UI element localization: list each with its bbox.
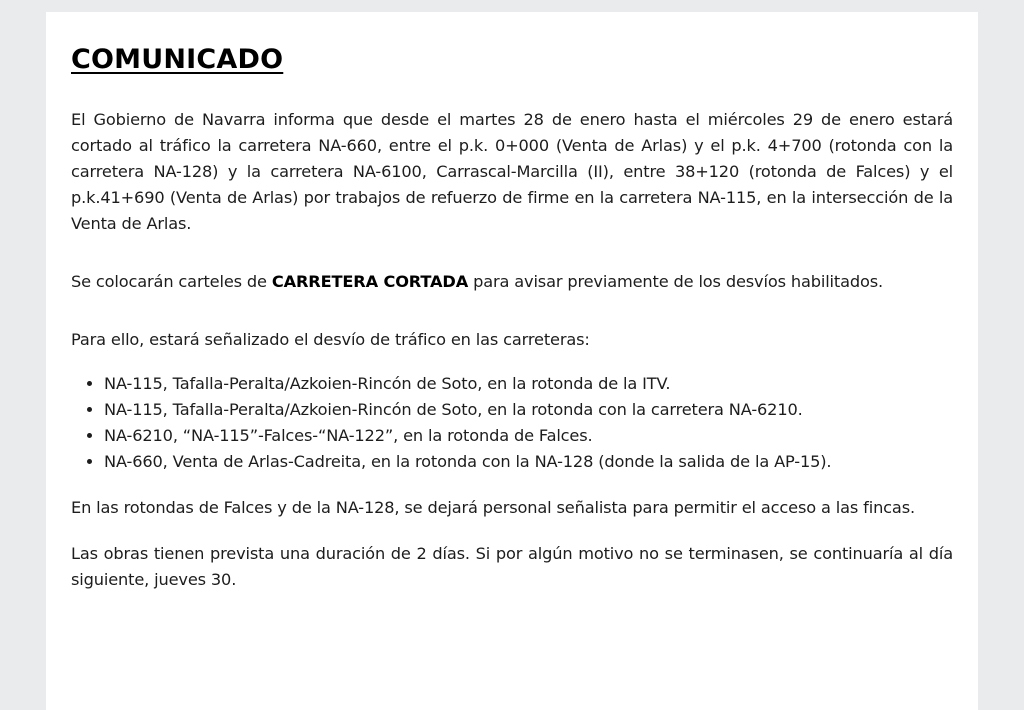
list-item: • NA-115, Tafalla-Peralta/Azkoien-Rincón de Soto, en la rotonda con la carretera NA-6210.: [104, 397, 953, 423]
paragraph-signage: [71, 269, 953, 295]
document-title: COMUNICADO: [71, 44, 284, 75]
paragraph-duration: Las obras tienen prevista una duración de 2 días. Si por algún motivo no se terminasen, se continuaría al día siguiente, jueves 30.: [71, 544, 953, 589]
list-item: • NA-115, Tafalla-Peralta/Azkoien-Rincón de Soto, en la rotonda de la ITV.: [104, 371, 953, 397]
paragraph-detour-intro: Para ello, estará señalizado el desvío de tráfico en las carreteras:: [71, 330, 590, 349]
list-item: • NA-6210, “NA-115”-Falces-“NA-122”, en la rotonda de Falces.: [104, 423, 953, 449]
paragraph-flaggers: En las rotondas de Falces y de la NA-128, se dejará personal señalista para permitir el acceso a las fincas.: [71, 498, 915, 517]
paragraph-signage-start: Se colocarán carteles de: [71, 272, 272, 291]
paragraph-road-closure: El Gobierno de Navarra informa que desde el martes 28 de enero hasta el miércoles 29 de enero estará cortado al tráfico la carretera NA-660, entre el p.k. 0+000 (Venta de Arlas) y el p.k. 4+700 (rotonda con la carretera NA-128) y la carretera NA-6100, Carrascal-Marcilla (II), entre 38+120 (rotonda de Falces) y el p.k.41+690 (Venta de Arlas) por trabajos de refuerzo de firme en la carretera NA-115, en la intersección de la Venta de Arlas.: [71, 110, 953, 233]
paragraph-signage-bold: CARRETERA CORTADA: [271, 272, 469, 291]
list-item: • NA-660, Venta de Arlas-Cadreita, en la rotonda con la NA-128 (donde la salida de la AP-15).: [104, 449, 953, 475]
document-page: [46, 12, 978, 710]
detour-list: [71, 371, 953, 475]
paragraph-signage-end: para avisar previamente de los desvíos habilitados.: [468, 272, 884, 291]
